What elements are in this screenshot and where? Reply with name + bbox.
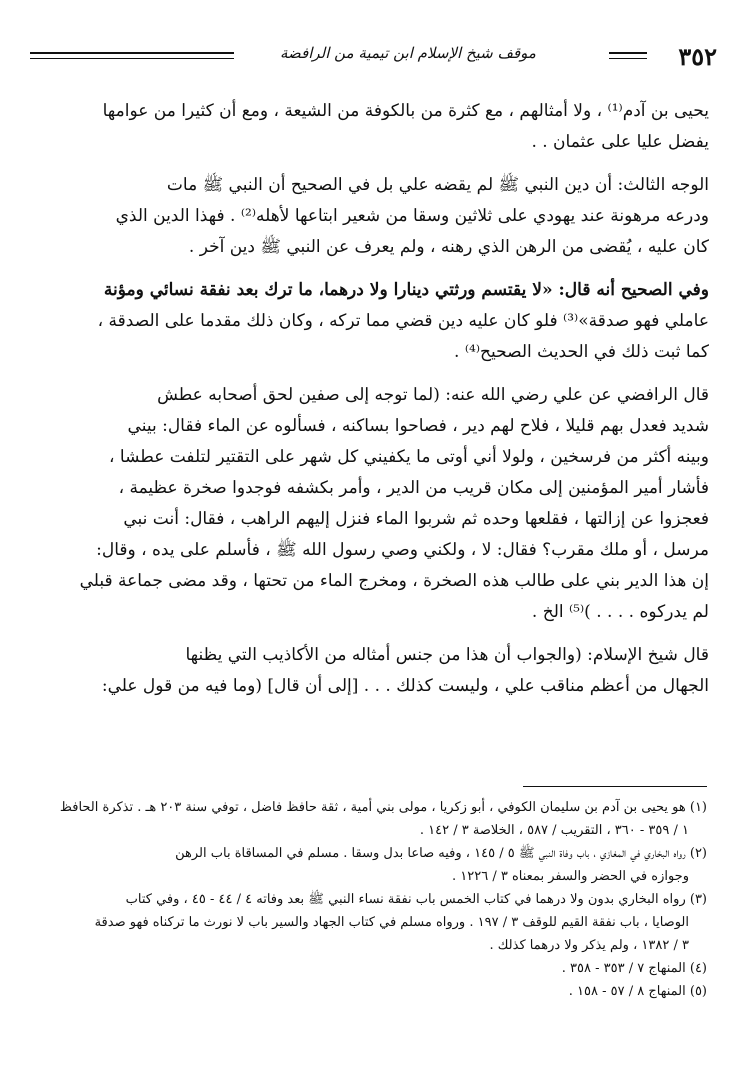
text-line: يحيى بن آدم⁽¹⁾ ، ولا أمثالهم ، مع كثرة من بالكوفة من الشيعة ، ومع أن كثيرا من عوامها — [102, 101, 709, 121]
text-line: مرسل ، أو ملك مقرب؟ فقال: لا ، ولكني وصي رسول الله ﷺ ، فأسلم على يده ، وقال: — [96, 540, 709, 560]
header-rule-left — [30, 52, 234, 59]
paragraph-3 — [40, 275, 709, 368]
text-line: كما ثبت ذلك في الحديث الصحيح⁽⁴⁾ . — [454, 342, 709, 362]
page-number: ٣٥٢ — [678, 42, 717, 71]
footnote-line: (١) هو يحيى بن آدم بن سليمان الكوفي ، أبو زكريا ، مولى بني أمية ، ثقة حافظ فاضل ، توفي سنة ٢٠٣ هـ . تذكرة الحافظ — [59, 800, 707, 815]
footnote-5 — [40, 980, 707, 1003]
text-line: كان عليه ، يُقضى من الرهن الذي رهنه ، ولم يعرف عن النبي ﷺ دين آخر . — [188, 237, 709, 257]
footnote-line: ٣ / ١٣٨٢ ، ولم يذكر ولا درهما كذلك . — [489, 938, 689, 953]
running-title: موقف شيخ الإسلام ابن تيمية من الرافضة — [280, 44, 536, 62]
text-line: قال شيخ الإسلام: (والجواب أن هذا من جنس أمثاله من الأكاذيب التي يظنها — [185, 645, 709, 665]
footnote-2 — [40, 842, 707, 888]
footnotes — [40, 796, 707, 1003]
paragraph-4 — [40, 380, 709, 628]
footnote-line: ١ / ٣٥٩ - ٣٦٠ ، التقريب / ٥٨٧ ، الخلاصة ٣ / ١٤٢ . — [419, 823, 689, 838]
text-line: يفضل عليا على عثمان . . — [531, 132, 709, 152]
footnote-separator — [523, 786, 707, 787]
paragraph-5 — [40, 640, 709, 702]
paragraph-2 — [40, 170, 709, 263]
footnote-line: (٣) رواه البخاري بدون ولا درهما في كتاب الخمس باب نفقة نساء النبي ﷺ بعد وفاته ٤ / ٤٤ - ٤٥ ، وفي كتاب — [125, 892, 707, 907]
text-line: قال الرافضي عن علي رضي الله عنه: (لما توجه إلى صفين لحق أصحابه عطش — [157, 385, 709, 405]
footnote-line: (٥) المنهاج ٨ / ٥٧ - ١٥٨ . — [568, 984, 707, 999]
main-text — [40, 96, 709, 714]
text-line: وفي الصحيح أنه قال: «لا يقتسم ورثتي دينارا ولا درهما، ما ترك بعد نفقة نسائي ومؤنة — [103, 280, 709, 300]
footnote-line: (٤) المنهاج ٧ / ٣٥٣ - ٣٥٨ . — [561, 961, 707, 976]
text-line: لم يدركوه . . . . )⁽⁵⁾ الخ . — [531, 602, 709, 622]
text-line: إن هذا الدير بني على طالب هذه الصخرة ، ومخرج الماء من تحتها ، وقد مضى جماعة قبلي — [79, 571, 709, 591]
text-line: وبينه أكثر من فرسخين ، ولولا أني أوتى ما يكفيني كل شهر على التقتير لتلفت عطشا ، — [109, 447, 709, 467]
text-line: عاملي فهو صدقة»⁽³⁾ فلو كان عليه دين قضي مما تركه ، وكان ذلك مقدما على الصدقة ، — [97, 311, 709, 331]
paragraph-1 — [40, 96, 709, 158]
footnote-line: (٢) رواه البخاري في المغازي ، باب وفاة النبي ﷺ ٥ / ١٤٥ ، وفيه صاعا بدل وسقا . مسلم في المساقاة باب الرهن — [175, 846, 707, 861]
footnote-line: الوصايا ، باب نفقة القيم للوقف ٣ / ١٩٧ . ورواه مسلم في كتاب الجهاد والسير باب لا نورث ما تركناه فهو صدقة — [94, 915, 689, 930]
text-line: شديد فعدل بهم قليلا ، فلاح لهم دير ، فصاحوا بساكنه ، فسألوه عن الماء فقال: بيني — [127, 416, 709, 436]
footnote-4 — [40, 957, 707, 980]
footnote-3 — [40, 888, 707, 957]
text-line: فأشار أمير المؤمنين إلى مكان قريب من الدير ، وأمر بكشفه فوجدوا صخرة عظيمة ، — [118, 478, 709, 498]
text-line: ودرعه مرهونة عند يهودي على ثلاثين وسقا من شعير ابتاعها لأهله⁽²⁾ . فهذا الدين الذي — [115, 206, 709, 226]
footnote-1 — [40, 796, 707, 842]
footnote-line: وجوازه في الحضر والسفر بمعناه ٣ / ١٢٢٦ . — [452, 869, 689, 884]
header-rule-right — [609, 52, 647, 59]
text-line: فعجزوا عن إزالتها ، فقلعها وحده ثم شربوا الماء فنزل إليهم الراهب ، فقال: أنت نبي — [123, 509, 709, 529]
text-line: الجهال من أعظم مناقب علي ، وليست كذلك . . . [إلى أن قال] (وما فيه من قول علي: — [101, 676, 709, 696]
text-line: الوجه الثالث: أن دين النبي ﷺ لم يقضه علي بل في الصحيح أن النبي ﷺ مات — [166, 175, 709, 195]
page-header — [30, 38, 717, 78]
